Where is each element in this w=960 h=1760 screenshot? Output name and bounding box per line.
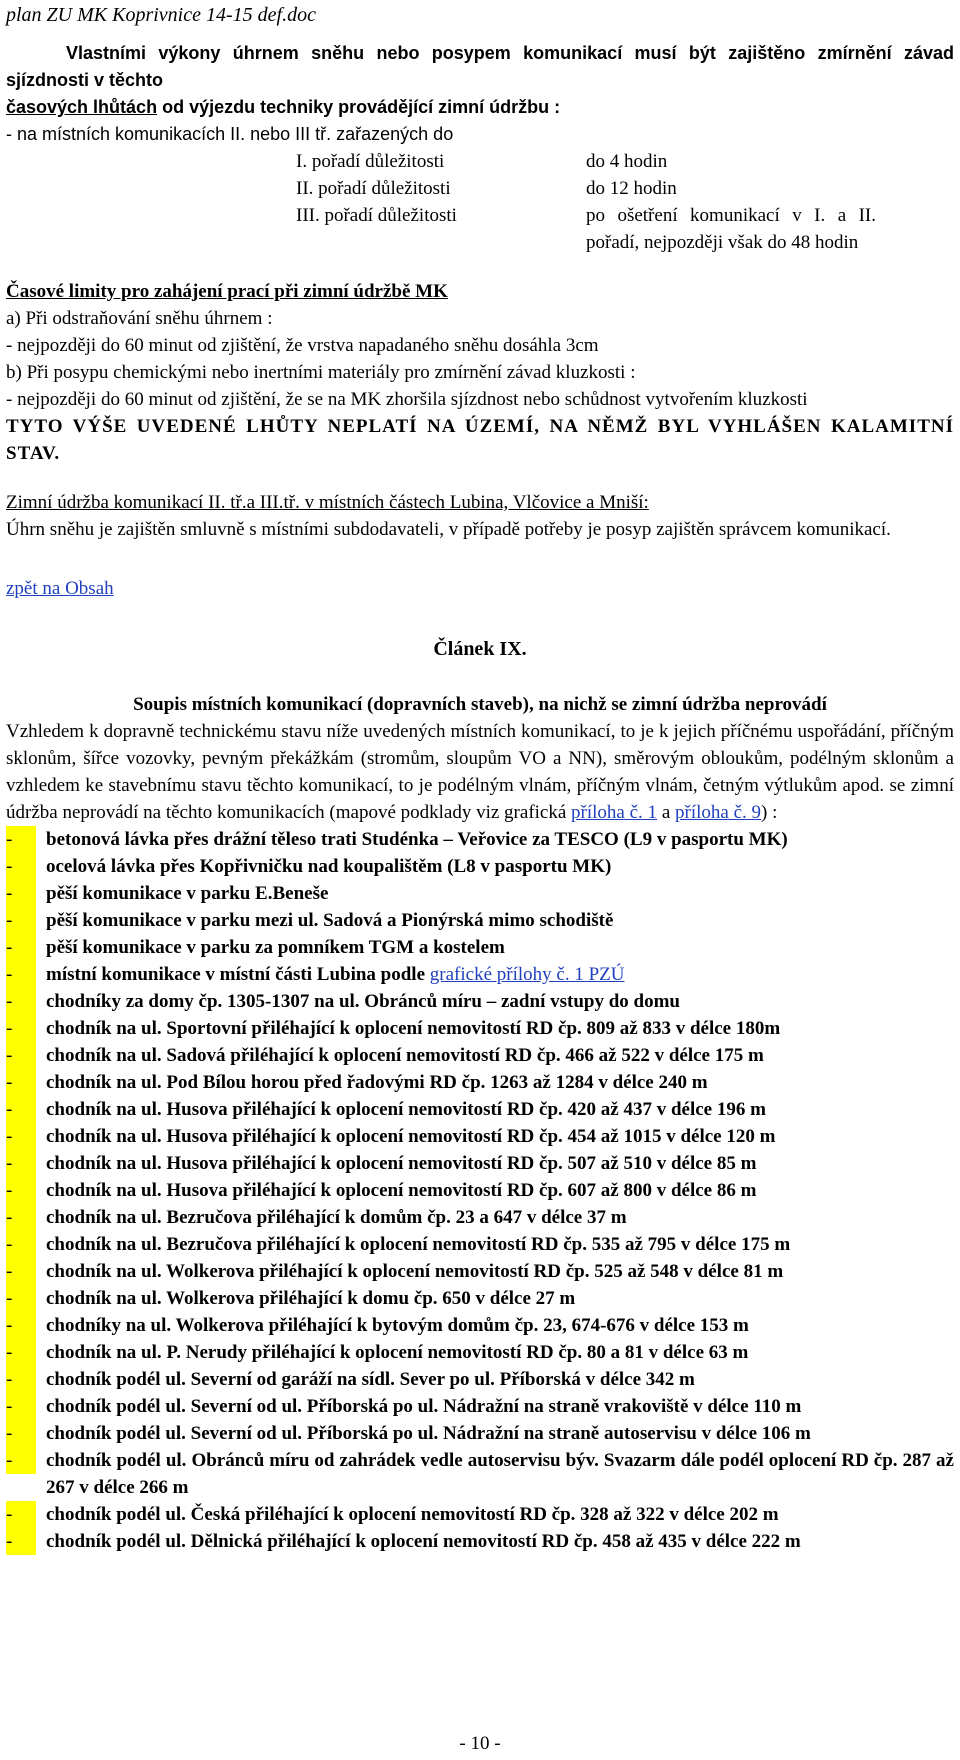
list-item-label: chodník podél ul. Severní od ul. Příborská po ul. Nádražní na straně autoservisu v délce 106 m: [46, 1423, 811, 1444]
list-item-label: ocelová lávka přes Kopřivničku nad koupalištěm (L8 v pasportu MK): [46, 856, 612, 877]
list-item: [6, 1204, 954, 1231]
list-dash: -: [6, 1366, 36, 1393]
list-item-text: [36, 907, 954, 934]
list-item-text: [36, 880, 954, 907]
list-item-text: [36, 934, 954, 961]
intro-bold-end: od výjezdu techniky provádějící zimní údržbu :: [162, 97, 561, 117]
list-item: [6, 907, 954, 934]
priority-deadline: do 4 hodin: [586, 151, 668, 172]
article-subtitle: Soupis místních komunikací (dopravních staveb), na nichž se zimní údržba neprovádí: [133, 694, 827, 715]
list-dash: -: [6, 1042, 36, 1069]
document-page: [6, 0, 954, 1555]
back-to-contents-link[interactable]: zpět na Obsah: [6, 578, 114, 599]
article-body-end: ) :: [761, 802, 778, 823]
list-item: [6, 1312, 954, 1339]
list-item-label: chodník na ul. Husova přiléhající k oplocení nemovitostí RD čp. 507 až 510 v délce 85 m: [46, 1153, 757, 1174]
list-item: [6, 1285, 954, 1312]
list-dash: -: [6, 934, 36, 961]
list-item: [6, 988, 954, 1015]
limits-section: [6, 278, 954, 467]
list-dash: -: [6, 1150, 36, 1177]
list-dash: -: [6, 1069, 36, 1096]
list-item: [6, 934, 954, 961]
list-item: [6, 1069, 954, 1096]
limits-b-detail: - nejpozději do 60 minut od zjištění, že se na MK zhoršila sjízdnost nebo schůdnost vytvořením kluzkosti: [6, 389, 808, 410]
list-item-text: [36, 1420, 954, 1447]
intro-bold-underlined: časových lhůtách: [6, 97, 158, 117]
list-item: [6, 1258, 954, 1285]
list-item-label: pěší komunikace v parku mezi ul. Sadová a Pionýrská mimo schodiště: [46, 910, 614, 931]
list-item-label: pěší komunikace v parku E.Beneše: [46, 883, 329, 904]
limits-warning: TYTO VÝŠE UVEDENÉ LHŮTY NEPLATÍ NA ÚZEMÍ, NA NĚMŽ BYL VYHLÁŠEN KALAMITNÍ STAV.: [6, 416, 954, 464]
list-item: [6, 1528, 954, 1555]
list-item-label: chodník na ul. Bezručova přiléhající k domům čp. 23 a 647 v délce 37 m: [46, 1207, 627, 1228]
list-item-label: betonová lávka přes drážní těleso trati Studénka – Veřovice za TESCO (L9 v pasportu MK): [46, 829, 788, 850]
list-item-text: [36, 1339, 954, 1366]
list-dash: -: [6, 1501, 36, 1528]
list-dash: -: [6, 1393, 36, 1420]
list-item-label: chodník podél ul. Severní od ul. Příborská po ul. Nádražní na straně vrakoviště v délce 110 m: [46, 1396, 802, 1417]
list-item-label: chodník podél ul. Obránců míru od zahrádek vedle autoservisu býv. Svazarm dále podél oplocení RD čp. 287 až 267 v délce 266 m: [46, 1450, 954, 1498]
intro-bold: Vlastními výkony úhrnem sněhu nebo posypem komunikací musí být zajištěno zmírnění závad sjízdnosti v těchto: [6, 43, 954, 90]
list-item-text: [36, 1204, 954, 1231]
priority-row: [6, 175, 954, 202]
appendix-9-link[interactable]: příloha č. 9: [675, 802, 762, 823]
list-item-label: chodníky za domy čp. 1305-1307 na ul. Obránců míru – zadní vstupy do domu: [46, 991, 680, 1012]
list-item-label: chodník podél ul. Severní od garáží na sídl. Sever po ul. Příborská v délce 342 m: [46, 1369, 695, 1390]
priority-deadline: do 12 hodin: [586, 178, 677, 199]
list-item-text: [36, 1501, 954, 1528]
priority-label: I. pořadí důležitosti: [296, 151, 445, 172]
list-item-text: [36, 1285, 954, 1312]
article-body: [6, 718, 954, 826]
list-dash: -: [6, 1096, 36, 1123]
list-item-label: chodník na ul. Bezručova přiléhající k oplocení nemovitostí RD čp. 535 až 795 v délce 175 m: [46, 1234, 791, 1255]
list-item: [6, 1096, 954, 1123]
list-item-text: [36, 1177, 954, 1204]
list-item-text: [36, 1393, 954, 1420]
list-item: [6, 1150, 954, 1177]
list-dash: -: [6, 1420, 36, 1447]
list-item-label: chodník na ul. Sportovní přiléhající k oplocení nemovitostí RD čp. 809 až 833 v délce 180m: [46, 1018, 781, 1039]
priority-row: [6, 202, 954, 256]
list-item-label: chodník na ul. Wolkerova přiléhající k oplocení nemovitostí RD čp. 525 až 548 v délce 81 m: [46, 1261, 784, 1282]
list-item: [6, 961, 954, 988]
list-item: [6, 1042, 954, 1069]
list-dash: -: [6, 826, 36, 853]
list-item: [6, 1177, 954, 1204]
list-item-text: [36, 1231, 954, 1258]
page-number: - 10 -: [459, 1733, 501, 1754]
priority-table: [6, 148, 954, 256]
list-dash: -: [6, 880, 36, 907]
list-item-text: [36, 1042, 954, 1069]
list-item-text: [36, 826, 954, 853]
document-header: plan ZU MK Koprivnice 14-15 def.doc: [6, 4, 316, 26]
list-item-text: [36, 1096, 954, 1123]
local-text: Úhrn sněhu je zajištěn smluvně s místními subdodavateli, v případě potřeby je posyp zajištěn správcem komunikací.: [6, 519, 891, 540]
list-item-label: chodník na ul. P. Nerudy přiléhající k oplocení nemovitostí RD čp. 80 a 81 v délce 63 m: [46, 1342, 749, 1363]
list-item: [6, 826, 954, 853]
list-dash: -: [6, 907, 36, 934]
list-item-text: [36, 961, 954, 988]
list-item: [6, 1501, 954, 1528]
list-item-label: chodník podél ul. Česká přiléhající k oplocení nemovitostí RD čp. 328 až 322 v délce 202 m: [46, 1504, 779, 1525]
list-dash: -: [6, 1312, 36, 1339]
priority-deadline: po ošetření komunikací v I. a II. pořadí, nejpozději však do 48 hodin: [586, 205, 876, 253]
list-item-text: [36, 853, 954, 880]
list-item-text: [36, 1258, 954, 1285]
list-item: [6, 1447, 954, 1501]
list-item: [6, 1393, 954, 1420]
priority-label: III. pořadí důležitosti: [296, 205, 457, 226]
list-dash: -: [6, 1285, 36, 1312]
article-and: a: [661, 802, 671, 823]
list-item-label: chodník na ul. Sadová přiléhající k oplocení nemovitostí RD čp. 466 až 522 v délce 175 m: [46, 1045, 764, 1066]
list-item: [6, 1015, 954, 1042]
list-item-text: [36, 1150, 954, 1177]
list-item-label: chodník na ul. Husova přiléhající k oplocení nemovitostí RD čp. 607 až 800 v délce 86 m: [46, 1180, 757, 1201]
list-item-text: [36, 1312, 954, 1339]
list-item-text: [36, 1366, 954, 1393]
graphic-appendix-link[interactable]: grafické přílohy č. 1 PZÚ: [429, 964, 625, 985]
local-heading: Zimní údržba komunikací II. tř.a III.tř. v místních částech Lubina, Vlčovice a Mniší:: [6, 492, 649, 513]
limits-a: a) Při odstraňování sněhu úhrnem :: [6, 308, 273, 329]
list-item-label: chodník na ul. Husova přiléhající k oplocení nemovitostí RD čp. 420 až 437 v délce 196 m: [46, 1099, 766, 1120]
list-dash: -: [6, 1447, 36, 1474]
list-dash: -: [6, 1231, 36, 1258]
list-item: [6, 880, 954, 907]
list-dash: -: [6, 853, 36, 880]
list-item: [6, 1420, 954, 1447]
excluded-roads-list: [6, 826, 954, 1555]
priority-label: II. pořadí důležitosti: [296, 178, 451, 199]
list-item-label: pěší komunikace v parku za pomníkem TGM a kostelem: [46, 937, 505, 958]
list-item-label: chodník na ul. Wolkerova přiléhající k domu čp. 650 v délce 27 m: [46, 1288, 576, 1309]
intro-paragraph: [6, 40, 954, 121]
list-item-label: chodník podél ul. Dělnická přiléhající k oplocení nemovitostí RD čp. 458 až 435 v délce 222 m: [46, 1531, 801, 1552]
list-item-text: [36, 1123, 954, 1150]
list-dash: -: [6, 961, 36, 988]
intro-sub: - na místních komunikacích II. nebo III tř. zařazených do: [6, 124, 454, 144]
article-body-text: Vzhledem k dopravně technickému stavu níže uvedených místních komunikací, to je k jejich příčnému uspořádání, příčným sklonům, šířce vozovky, pevným překážkám (stromům, sloupům VO a NN), směrovým obloukům, podélným sklonům a vzhledem ke stavebnímu stavu těchto komunikací, to je podélným vlnám, příčným vlnám, četným výtlukům apod. se zimní údržba neprovádí na těchto komunikacích (mapové podklady viz grafická: [6, 721, 954, 823]
list-dash: -: [6, 1204, 36, 1231]
list-item-text: [36, 988, 954, 1015]
appendix-1-link[interactable]: příloha č. 1: [571, 802, 658, 823]
list-item: [6, 853, 954, 880]
list-dash: -: [6, 1015, 36, 1042]
list-item-text: [36, 1015, 954, 1042]
list-dash: -: [6, 988, 36, 1015]
list-item-text: [36, 1069, 954, 1096]
local-section: [6, 489, 954, 543]
limits-b: b) Při posypu chemickými nebo inertními materiály pro zmírnění závad kluzkosti :: [6, 362, 636, 383]
list-item-label: místní komunikace v místní části Lubina podle: [46, 964, 426, 985]
list-item-text: [36, 1528, 954, 1555]
list-item-label: chodníky na ul. Wolkerova přiléhající k bytovým domům čp. 23, 674-676 v délce 153 m: [46, 1315, 749, 1336]
list-item: [6, 1231, 954, 1258]
list-item-text: [36, 1447, 954, 1501]
list-dash: -: [6, 1123, 36, 1150]
list-item-label: chodník na ul. Pod Bílou horou před řadovými RD čp. 1263 až 1284 v délce 240 m: [46, 1072, 708, 1093]
list-item: [6, 1123, 954, 1150]
list-item: [6, 1339, 954, 1366]
priority-row: [6, 148, 954, 175]
list-dash: -: [6, 1339, 36, 1366]
limits-a-detail: - nejpozději do 60 minut od zjištění, že vrstva napadaného sněhu dosáhla 3cm: [6, 335, 599, 356]
list-item-label: chodník na ul. Husova přiléhající k oplocení nemovitostí RD čp. 454 až 1015 v délce 120 m: [46, 1126, 776, 1147]
list-item: [6, 1366, 954, 1393]
list-dash: -: [6, 1528, 36, 1555]
limits-heading: Časové limity pro zahájení prací při zimní údržbě MK: [6, 281, 448, 302]
list-dash: -: [6, 1258, 36, 1285]
back-link-row: [6, 575, 954, 602]
article-title: Článek IX.: [433, 638, 527, 660]
list-dash: -: [6, 1177, 36, 1204]
